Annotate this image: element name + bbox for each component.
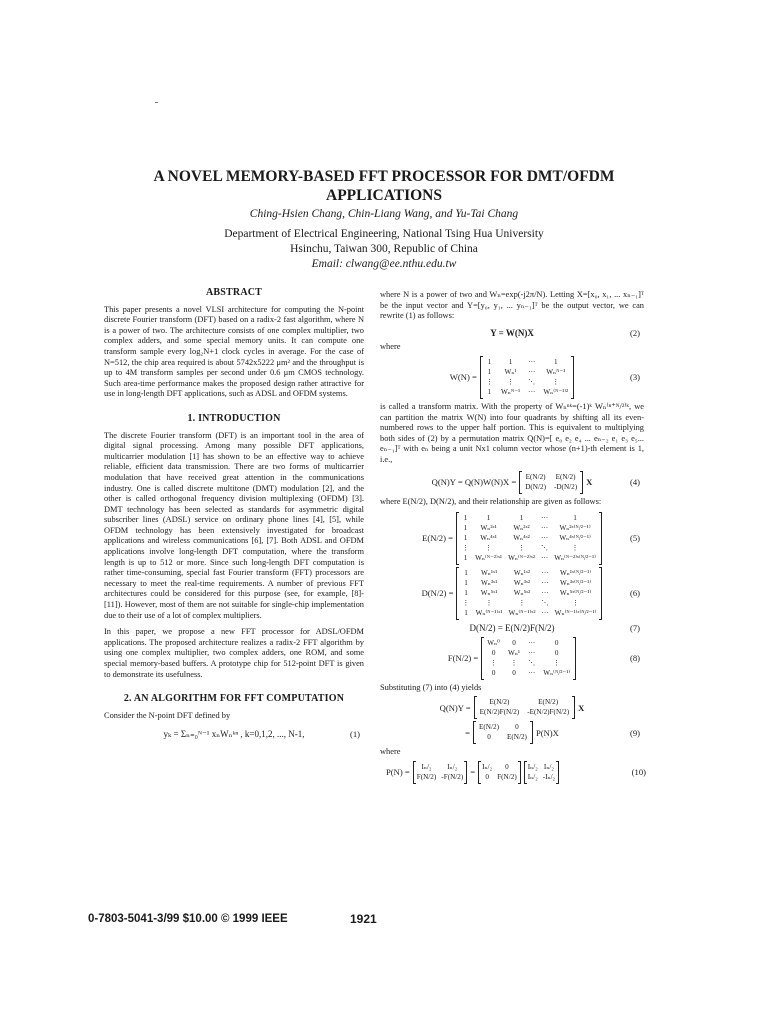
matrix-cell: Wₙ⁽ᴺ⁻²⁾ˣ¹ [475,554,503,563]
equation-4-tail: X [586,476,593,487]
equation-9b-label: = [465,727,470,738]
matrix-cell: 1 [487,387,492,396]
matrix-cell: ⋮ [552,377,560,386]
author-affiliation [120,227,648,272]
left-column [104,288,364,744]
matrix-cell: E(N/2)F(N/2) [479,708,520,717]
matrix-cell: 0 [491,648,496,657]
matrix-cell: Wₙ⁴ˣ¹ [480,534,497,543]
matrix-cell: Iₙ/₂ [482,762,493,771]
equation-7-body: D(N/2) = E(N/2)F(N/2) [469,623,555,634]
matrix-cell: 1 [463,514,468,523]
matrix-cell: 1 [519,514,524,523]
matrix-cell: E(N/2) [489,698,510,707]
equation-6-number: (6) [629,588,640,599]
introduction-paragraph-1: The discrete Fourier transform (DFT) is an important tool in the area of digital signal processing. Among many possible DFT applications, multicarrier modulation [1] has shown to be an effective way to achieve reliable, efficient data transmission. There are two forms of multicarrier modulation that have received great attention in the communications industry. One is called discrete multitone (DMT) modulation [2], and the other is called orthogonal frequency division multiplexing (OFDM) [3]. DMT technology has been selected as standards for asymmetric digital subscriber lines (ADSL) service on ordinary phone lines [4], [5], while OFDM technology has been extensively investigated for broadcast applications and wireless communications [6], [7]. Both ADSL and OFDM applications involve long-length DFT computation, where the transform length is up to 512 or more. Since such long-length DFT computation is rather time-consuming, special fast Fourier transform (FFT) processors are necessary to meet the real-time requirements. A number of previous FFT architectures could be considered for this purpose (see, for example, [8]-[11]). However, most of them are not suitable for single-chip implementation due to their use of a lot of complex multipliers. [104,430,364,620]
matrix-cell: 0 [512,668,516,677]
matrix-cell: ⋮ [518,599,526,608]
matrix-cell: -Iₙ/₂ [542,772,556,781]
matrix-cell: E(N/2) [538,698,559,707]
matrix-cell: Wₙ³ˣ² [513,579,531,588]
matrix-cell: ⋮ [485,544,493,553]
matrix-cell: Iₙ/₂ [527,772,538,781]
matrix-cell: ··· [528,357,536,366]
equation-3-number: (3) [629,372,640,383]
paper-authors: Ching-Hsien Chang, Chin-Liang Wang, and Yu-Tai Chang [249,208,519,220]
p-matrix-second [478,762,521,783]
matrix-cell: 1 [573,514,577,523]
matrix-cell: -F(N/2) [441,772,464,781]
equation-5-label: E(N/2) = [422,533,453,544]
matrix-cell: Wₙ¹ˣ⁽ᴺ/²⁻¹⁾ [559,569,592,578]
equation-3 [380,357,644,398]
where-label-2: where [380,747,401,757]
matrix-cell: 1 [486,514,491,523]
matrix-cell: Wₙ⁰ [487,638,501,647]
matrix-cell: 1 [463,524,468,533]
matrix-cell: Wₙ²ˣ¹ [480,524,497,533]
equation-2-number: (2) [629,327,640,338]
matrix-cell: E(N/2) [506,733,527,742]
matrix-cell: 1 [463,554,468,563]
matrix-cell: Wₙ⁴ˣ⁽ᴺ/²⁻¹⁾ [559,534,591,543]
matrix-cell: ··· [541,514,549,523]
matrix-cell: Wₙ³ˣ⁽ᴺ/²⁻¹⁾ [559,579,592,588]
equation-5-number: (5) [629,533,640,544]
affiliation-address: Hsinchu, Taiwan 300, Republic of China [290,243,478,255]
matrix-cell: ⋮ [553,658,561,667]
equation-4 [380,472,644,493]
substituted-matrix [474,697,575,718]
author-email: Email: clwang@ee.nthu.edu.tw [311,258,457,270]
scan-speck [155,102,158,103]
equation-6 [380,568,644,619]
matrix-cell: ··· [528,648,536,657]
equation-7 [380,623,644,634]
matrix-cell: Wₙ¹ [504,367,517,376]
equation-10-equals: = [470,767,476,778]
equation-4-label: Q(N)Y = Q(N)W(N)X = [431,476,517,487]
matrix-cell: F(N/2) [416,772,437,781]
matrix-cell: Wₙ¹ˣ² [513,569,531,578]
equation-9-number: (9) [629,727,640,738]
matrix-cell: D(N/2) [525,482,546,491]
matrix-cell: 0 [505,762,509,771]
matrix-cell: ⋱ [528,658,536,667]
matrix-cell: Wₙ⁴ˣ² [513,534,530,543]
matrix-cell: 0 [554,638,559,647]
where-label-1: where [380,342,401,352]
abstract-heading: ABSTRACT [205,287,263,298]
matrix-cell: Wₙ⁽ᴺ⁻¹⁾ˣ⁽ᴺ/²⁻¹⁾ [554,609,597,618]
right-column [380,290,644,787]
introduction-heading: 1. INTRODUCTION [187,412,281,424]
equation-3-label: W(N) = [449,372,477,383]
matrix-cell: E(N/2) [525,472,546,481]
e-matrix [456,513,602,564]
paper-title: A NOVEL MEMORY-BASED FFT PROCESSOR FOR DMT/OFDM APPLICATIONS [153,168,615,204]
matrix-cell: ⋮ [517,544,526,553]
matrix-cell: ⋮ [485,377,493,386]
equation-7-number: (7) [629,623,640,634]
matrix-cell: Wₙ⁵ˣ⁽ᴺ/²⁻¹⁾ [559,589,592,598]
matrix-cell: 1 [464,579,468,588]
matrix-cell: 0 [487,733,491,742]
matrix-cell: 1 [487,357,492,366]
matrix-cell: ⋱ [541,599,549,608]
matrix-cell: ⋮ [510,658,518,667]
equation-6-label: D(N/2) = [421,588,454,599]
equation-1-number: (1) [349,729,360,740]
equation-9a-label: Q(N)Y = [439,702,471,713]
matrix-cell: 1 [463,534,468,543]
matrix-cell: 1 [464,609,468,618]
right-paragraph-3: where E(N/2), D(N/2), and their relationship are given as follows: [380,496,602,506]
matrix-cell: ··· [528,387,536,396]
affiliation-department: Department of Electrical Engineering, National Tsing Hua University [224,228,544,240]
matrix-cell: 0 [515,723,519,732]
right-paragraph-2: is called a transform matrix. With the property of Wₙⁿᵏ=(-1)ᵏ Wₙ⁽ⁿ⁺ᴺ/²⁾ᵏ, we can partition the matrix W(N) into four quadrants by shifting all its even-numbered rows to the upper half portion. This is equivalent to multiplying both sides of (2) by a permutation matrix Q(N)=[ e₀ e₂ e₄ ... eₙ₋₂ e₁ e₃ e₅... eₙ₋₁]ᵀ with eₙ being a unit Nx1 column vector whose (n+1)-th element is 1, i.e., [380,401,644,464]
matrix-cell: ⋱ [528,377,536,386]
p-matrix-first [413,762,468,783]
f-matrix [481,638,576,679]
equation-9a [380,697,644,718]
matrix-cell: ··· [541,609,549,618]
page-number: 1921 [350,912,377,926]
matrix-cell: ··· [541,589,549,598]
matrix-cell: Wₙ⁽ᴺ/²⁻¹⁾ [543,668,571,677]
equation-9b-tail: P(N)X [535,727,559,738]
matrix-cell: Wₙ⁽ᴺ⁻¹⁾² [543,387,569,396]
matrix-cell: Wₙ⁵ˣ² [513,589,531,598]
matrix-cell: 1 [464,589,468,598]
matrix-cell: ··· [541,534,549,543]
matrix-cell: Wₙᴺ⁻¹ [501,387,521,396]
matrix-cell: -D(N/2) [553,482,578,491]
right-paragraph-1: where N is a power of two and Wₙ=exp(-j2π/N). Letting X=[x₀, x₁, ... xₙ₋₁]ᵀ be the input vector and Y=[y₀, y₁, ... yₙ₋₁]ᵀ be the output vector, we can rewrite (1) as follows: [380,290,644,321]
matrix-cell: Iₙ/₂ [543,762,554,771]
matrix-cell: Iₙ/₂ [421,762,432,771]
matrix-cell: 0 [512,638,516,647]
matrix-cell: Wₙ²ˣ⁽ᴺ/²⁻¹⁾ [559,524,591,533]
matrix-cell: ··· [528,668,536,677]
equation-9a-tail: X [578,702,585,713]
partition-matrix [519,472,583,493]
matrix-cell: Iₙ/₂ [447,762,458,771]
matrix-cell: ⋮ [462,599,470,608]
matrix-cell: ⋮ [506,377,515,386]
matrix-cell: E(N/2) [479,723,499,732]
matrix-cell: Wₙ⁽ᴺ⁻¹⁾ˣ¹ [475,609,503,618]
matrix-cell: Wₙ¹ˣ¹ [480,569,498,578]
matrix-cell: Wₙ³ˣ¹ [480,579,498,588]
matrix-cell: Wₙ¹ [508,648,521,657]
matrix-cell: 1 [487,367,492,376]
matrix-cell: ⋮ [490,658,498,667]
equation-2-body: Y = W(N)X [490,327,534,338]
matrix-cell: ··· [528,638,536,647]
matrix-cell: 1 [508,357,513,366]
matrix-cell: Wₙ²ˣ² [513,524,530,533]
copyright-line: 0-7803-5041-3/99 $10.00 © 1999 IEEE [88,913,288,925]
matrix-cell: 0 [554,648,559,657]
equation-8 [380,638,644,679]
matrix-cell: Wₙ⁽ᴺ⁻¹⁾ˣ² [508,609,536,618]
equation-9b [380,722,644,743]
equation-10-number: (10) [631,767,646,778]
block-diagonal-matrix [473,722,533,743]
matrix-cell: 0 [491,668,496,677]
transform-matrix [480,357,574,398]
matrix-cell: ··· [541,554,549,563]
matrix-cell: ··· [541,524,549,533]
matrix-cell: F(N/2) [497,772,517,781]
matrix-cell: ⋮ [571,599,580,608]
matrix-cell: ⋮ [571,544,579,553]
matrix-cell: -E(N/2)F(N/2) [527,708,570,717]
matrix-cell: 1 [464,569,468,578]
equation-1 [104,729,364,740]
matrix-cell: ··· [541,569,549,578]
introduction-paragraph-2: In this paper, we propose a new FFT processor for ADSL/OFDM applications. The proposed architecture realizes a radix-2 FFT algorithm by using one complex multiplier, two complex adders, one ROM, and some special memory-based buffers. A prototype chip for 512-point DFT is given to demonstrate its usefulness. [104,627,364,679]
matrix-cell: ⋱ [541,544,549,553]
equation-2 [380,328,644,339]
equation-4-number: (4) [629,476,640,487]
equation-10 [380,762,644,783]
d-matrix [456,568,602,619]
equation-10-label: P(N) = [386,767,410,778]
equation-5 [380,513,644,564]
matrix-cell: 1 [553,357,558,366]
matrix-cell: Wₙ⁽ᴺ⁻²⁾ˣ⁽ᴺ/²⁻¹⁾ [554,554,596,563]
matrix-cell: Wₙ⁵ˣ¹ [480,589,498,598]
substitution-text: Substituting (7) into (4) yields [380,682,482,692]
p-matrix-third [524,762,559,783]
matrix-cell: E(N/2) [555,472,576,481]
matrix-cell: ··· [528,367,536,376]
matrix-cell: Iₙ/₂ [527,762,538,771]
equation-8-label: F(N/2) = [447,652,479,663]
matrix-cell: ⋮ [485,599,493,608]
equation-8-number: (8) [629,652,640,663]
equation-1-body: yₖ = Σₙ₌₀ᴺ⁻¹ xₙWₙᵏⁿ , k=0,1,2, ..., N-1, [163,729,305,740]
matrix-cell: Wₙ⁽ᴺ⁻²⁾ˣ² [508,554,535,563]
matrix-cell: ··· [541,579,549,588]
algorithm-heading: 2. AN ALGORITHM FOR FFT COMPUTATION [123,693,345,705]
abstract-text: This paper presents a novel VLSI architecture for computing the N-point discrete Fourier transform (DFT) based on a radix-2 fast algorithm, where N is a power of two. The architecture consists of one complex multiplier, two complex adders, and some special memory units. It can compute one transform sample every log₂N+1 clock cycles in average. For the case of N=512, the chip area required is about 5742x5222 μm² and the throughput is up to 4M transform samples per second under 0.6 μm CMOS technology. Such area-time performance makes the proposed design rather attractive for use in long-length DFT applications, such as ADSL and OFDM systems. [104,304,364,399]
matrix-cell: Wₙᴺ⁻¹ [546,367,566,376]
matrix-cell: 0 [485,772,489,781]
algorithm-lead: Consider the N-point DFT defined by [104,710,231,720]
matrix-cell: ⋮ [461,544,470,553]
